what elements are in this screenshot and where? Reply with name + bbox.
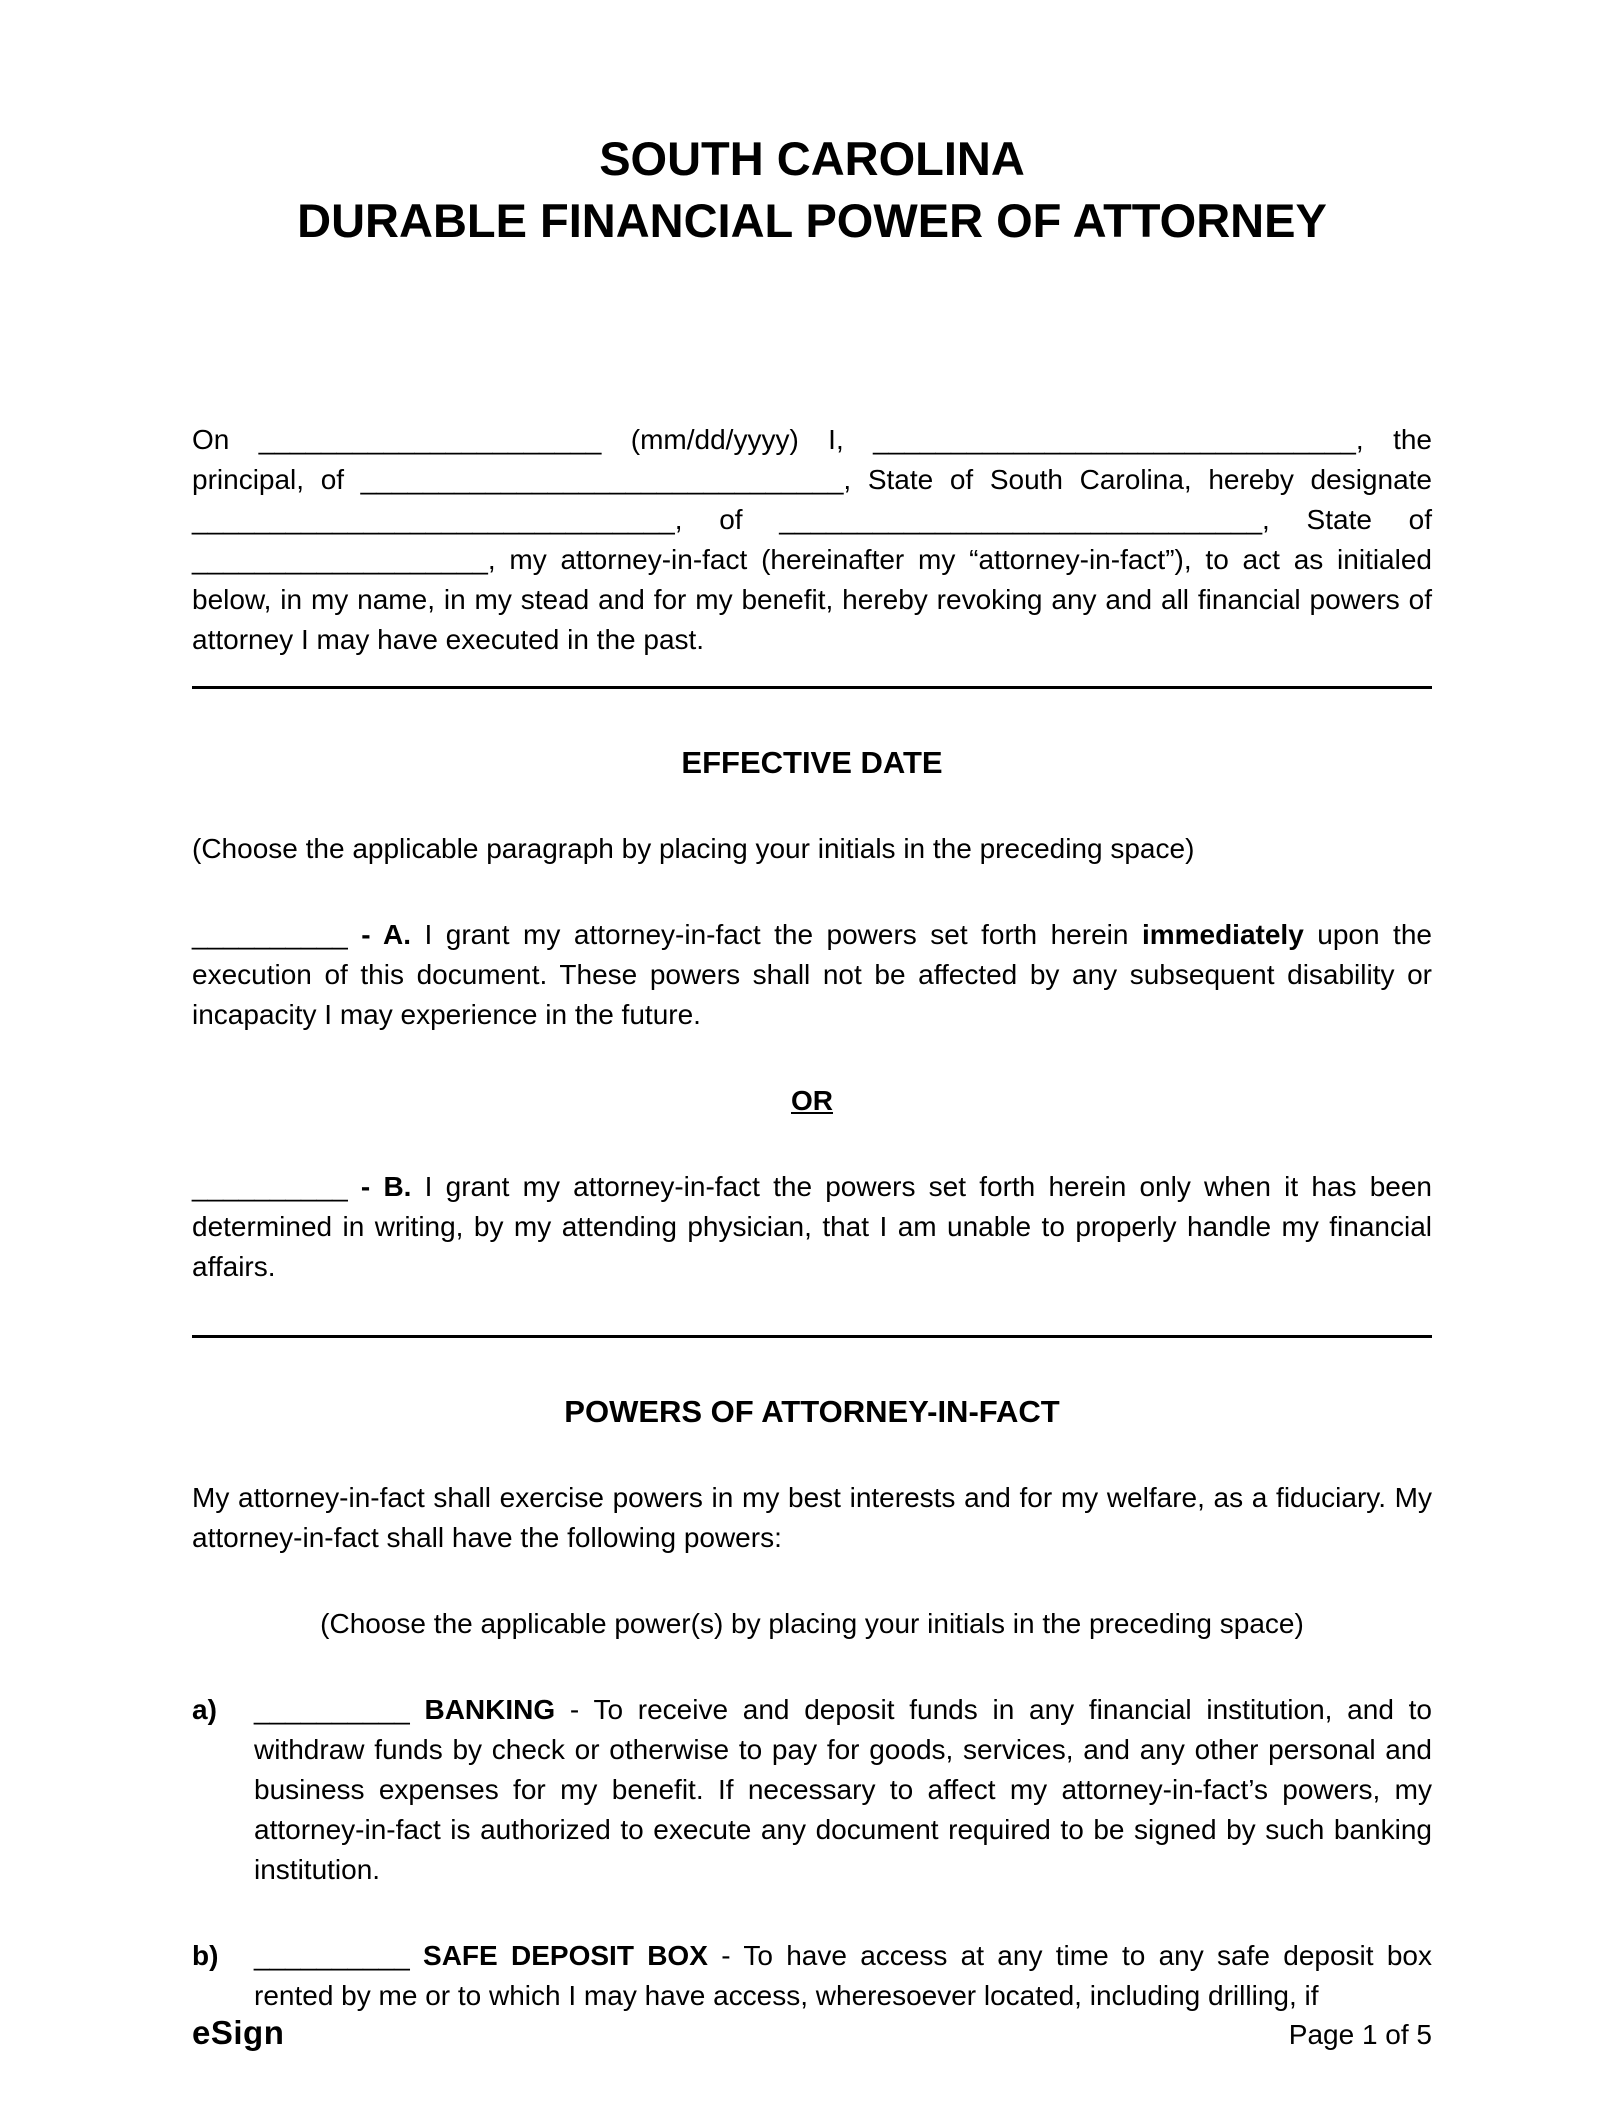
option-a-paragraph	[192, 915, 1432, 1035]
section-divider-1	[192, 686, 1432, 689]
esign-logo: eSign	[192, 2014, 285, 2051]
page-number: Page 1 of 5	[1288, 2019, 1432, 2050]
option-a-text-1: I grant my attorney-in-fact the powers set forth herein	[411, 919, 1142, 950]
option-a-label: - A.	[361, 919, 411, 950]
power-text: - To receive and deposit funds in any financial institution, and to withdraw funds by check or otherwise to pay for goods, services, and any other personal and business expenses for my benefit. If necessary to affect my attorney-in-fact’s powers, my attorney-in-fact is authorized to execute any document required to be signed by such banking institution.	[254, 1694, 1432, 1885]
power-name: BANKING	[424, 1694, 556, 1725]
power-item-banking	[192, 1690, 1432, 1890]
power-text: - To have access at any time to any safe deposit box rented by me or to which I may have access, wheresoever located, including drilling, if	[254, 1940, 1432, 2011]
power-description	[254, 1690, 1432, 1890]
power-name: SAFE DEPOSIT BOX	[423, 1940, 708, 1971]
title-line-1: SOUTH CAROLINA	[599, 132, 1025, 185]
section-divider-2	[192, 1335, 1432, 1338]
title-line-2: DURABLE FINANCIAL POWER OF ATTORNEY	[297, 194, 1327, 247]
item-label: a)	[192, 1694, 217, 1725]
effective-date-instruction: (Choose the applicable paragraph by placing your initials in the preceding space)	[192, 833, 1195, 864]
effective-date-heading: EFFECTIVE DATE	[681, 745, 943, 780]
initials-blank: __________	[254, 1694, 425, 1725]
power-item-safe-deposit-box	[192, 1936, 1432, 2016]
initials-blank: __________	[254, 1940, 424, 1971]
page-footer	[192, 2013, 1432, 2055]
item-label: b)	[192, 1940, 219, 1971]
option-a-text-2: upon the execution of this document. These powers shall not be affected by any subsequent disability or incapacity I may experience in the future.	[192, 919, 1432, 1030]
powers-instruction: (Choose the applicable power(s) by placing your initials in the preceding space)	[320, 1608, 1304, 1639]
option-a-emphasis: immediately	[1141, 919, 1304, 950]
intro-paragraph: On ______________________ (mm/dd/yyyy) I, _______________________________, the principal, of _______________________________, State of South Carolina, hereby designate _______________________________, of _______________________________, State of ___________________, my attorney-in-fact (hereinafter my “attorney-in-fact”), to act as initialed below, in my name, in my stead and for my benefit, hereby revoking any and all financial powers of attorney I may have executed in the past.	[192, 424, 1432, 655]
or-separator	[192, 1081, 1432, 1121]
option-b-initials-blank: __________	[192, 1171, 361, 1202]
option-a-initials-blank: __________	[192, 919, 362, 950]
power-description	[254, 1936, 1432, 2016]
powers-heading: POWERS OF ATTORNEY-IN-FACT	[564, 1394, 1060, 1429]
option-b-text: I grant my attorney-in-fact the powers set forth herein only when it has been determined in writing, by my attending physician, that I am unable to properly handle my financial affairs.	[192, 1171, 1432, 1282]
option-b-label: - B.	[360, 1171, 412, 1202]
document-title	[192, 128, 1432, 252]
powers-intro: My attorney-in-fact shall exercise powers in my best interests and for my welfare, as a fiduciary. My attorney-in-fact shall have the following powers:	[192, 1482, 1432, 1553]
or-label: OR	[791, 1085, 833, 1116]
option-b-paragraph	[192, 1167, 1432, 1287]
